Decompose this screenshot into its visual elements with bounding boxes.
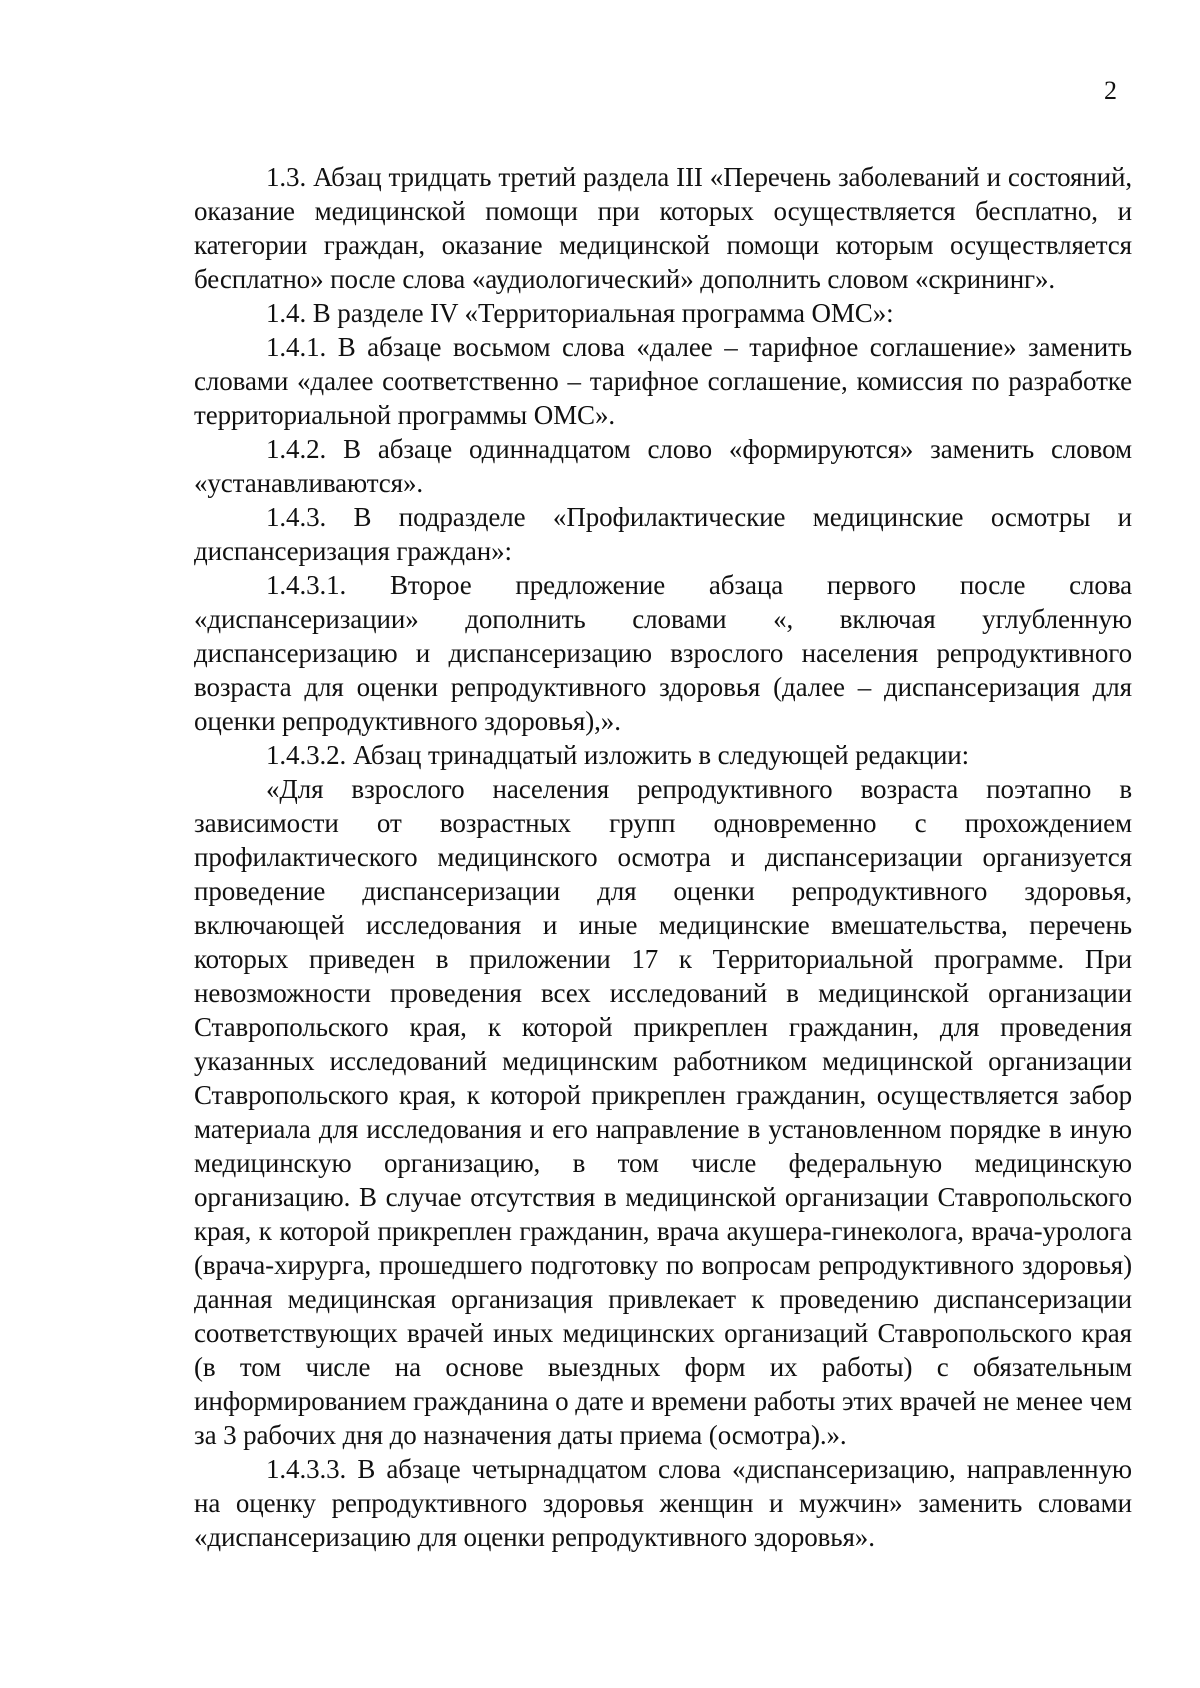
paragraph-quoted-new-text: «Для взрослого населения репродуктивного возраста поэтапно в зависимости от возрастных групп одновременно с прохождением профилактического медицинского осмотра и диспансеризации организуется проведение диспансеризации для оценки репродуктивного здоровья, включающей исследования и иные медицинские вмешательства, перечень которых приведен в приложении 17 к Территориальной программе. При невозможности проведения всех исследований в медицинской организации Ставропольского края, к которой прикреплен гражданин, для проведения указанных исследований медицинским работником медицинской организации Ставропольского края, к которой прикреплен гражданин, осуществляется забор материала для исследования и его направление в установленном порядке в иную медицинскую организацию, в том числе федеральную медицинскую организацию. В случае отсутствия в медицинской организации Ставропольского края, к которой прикреплен гражданин, врача акушера-гинеколога, врача-уролога (врача-хирурга, прошедшего подготовку по вопросам репродуктивного здоровья) данная медицинская организация привлекает к проведению диспансеризации соответствующих врачей иных медицинских организаций Ставропольского края (в том числе на основе выездных форм их работы) с обязательным информированием гражданина о дате и времени работы этих врачей не менее чем за 3 рабочих дня до назначения даты приема (осмотра).». xyxy=(194,774,1132,1450)
paragraph-1-3: 1.3. Абзац тридцать третий раздела III «Перечень заболеваний и состояний, оказание медицинской помощи при которых осуществляется бесплатно, и категории граждан, оказание медицинской помощи которым осуществляется бесплатно» после слова «аудиологический» дополнить словом «скрининг». xyxy=(194,162,1132,294)
paragraph-1-4-1: 1.4.1. В абзаце восьмом слова «далее – тарифное соглашение» заменить словами «далее соответственно – тарифное соглашение, комиссия по разработке территориальной программы ОМС». xyxy=(194,332,1132,430)
paragraph-1-4: 1.4. В разделе IV «Территориальная программа ОМС»: xyxy=(266,298,894,328)
paragraph-1-4-3-1: 1.4.3.1. Второе предложение абзаца первого после слова «диспансеризации» дополнить словами «, включая углубленную диспансеризацию и диспансеризацию взрослого населения репродуктивного возраста для оценки репродуктивного здоровья (далее – диспансеризация для оценки репродуктивного здоровья),». xyxy=(194,570,1132,736)
paragraph-1-4-3-2: 1.4.3.2. Абзац тринадцатый изложить в следующей редакции: xyxy=(266,740,970,770)
paragraph-1-4-2: 1.4.2. В абзаце одиннадцатом слово «формируются» заменить словом «устанавливаются». xyxy=(194,434,1132,498)
paragraph-1-4-3-3: 1.4.3.3. В абзаце четырнадцатом слова «диспансеризацию, направленную на оценку репродуктивного здоровья женщин и мужчин» заменить словами «диспансеризацию для оценки репродуктивного здоровья». xyxy=(194,1454,1132,1552)
document-body xyxy=(194,160,1132,1554)
paragraph-1-4-3: 1.4.3. В подразделе «Профилактические медицинские осмотры и диспансеризация граждан»: xyxy=(194,502,1132,566)
page-number: 2 xyxy=(1104,76,1117,105)
